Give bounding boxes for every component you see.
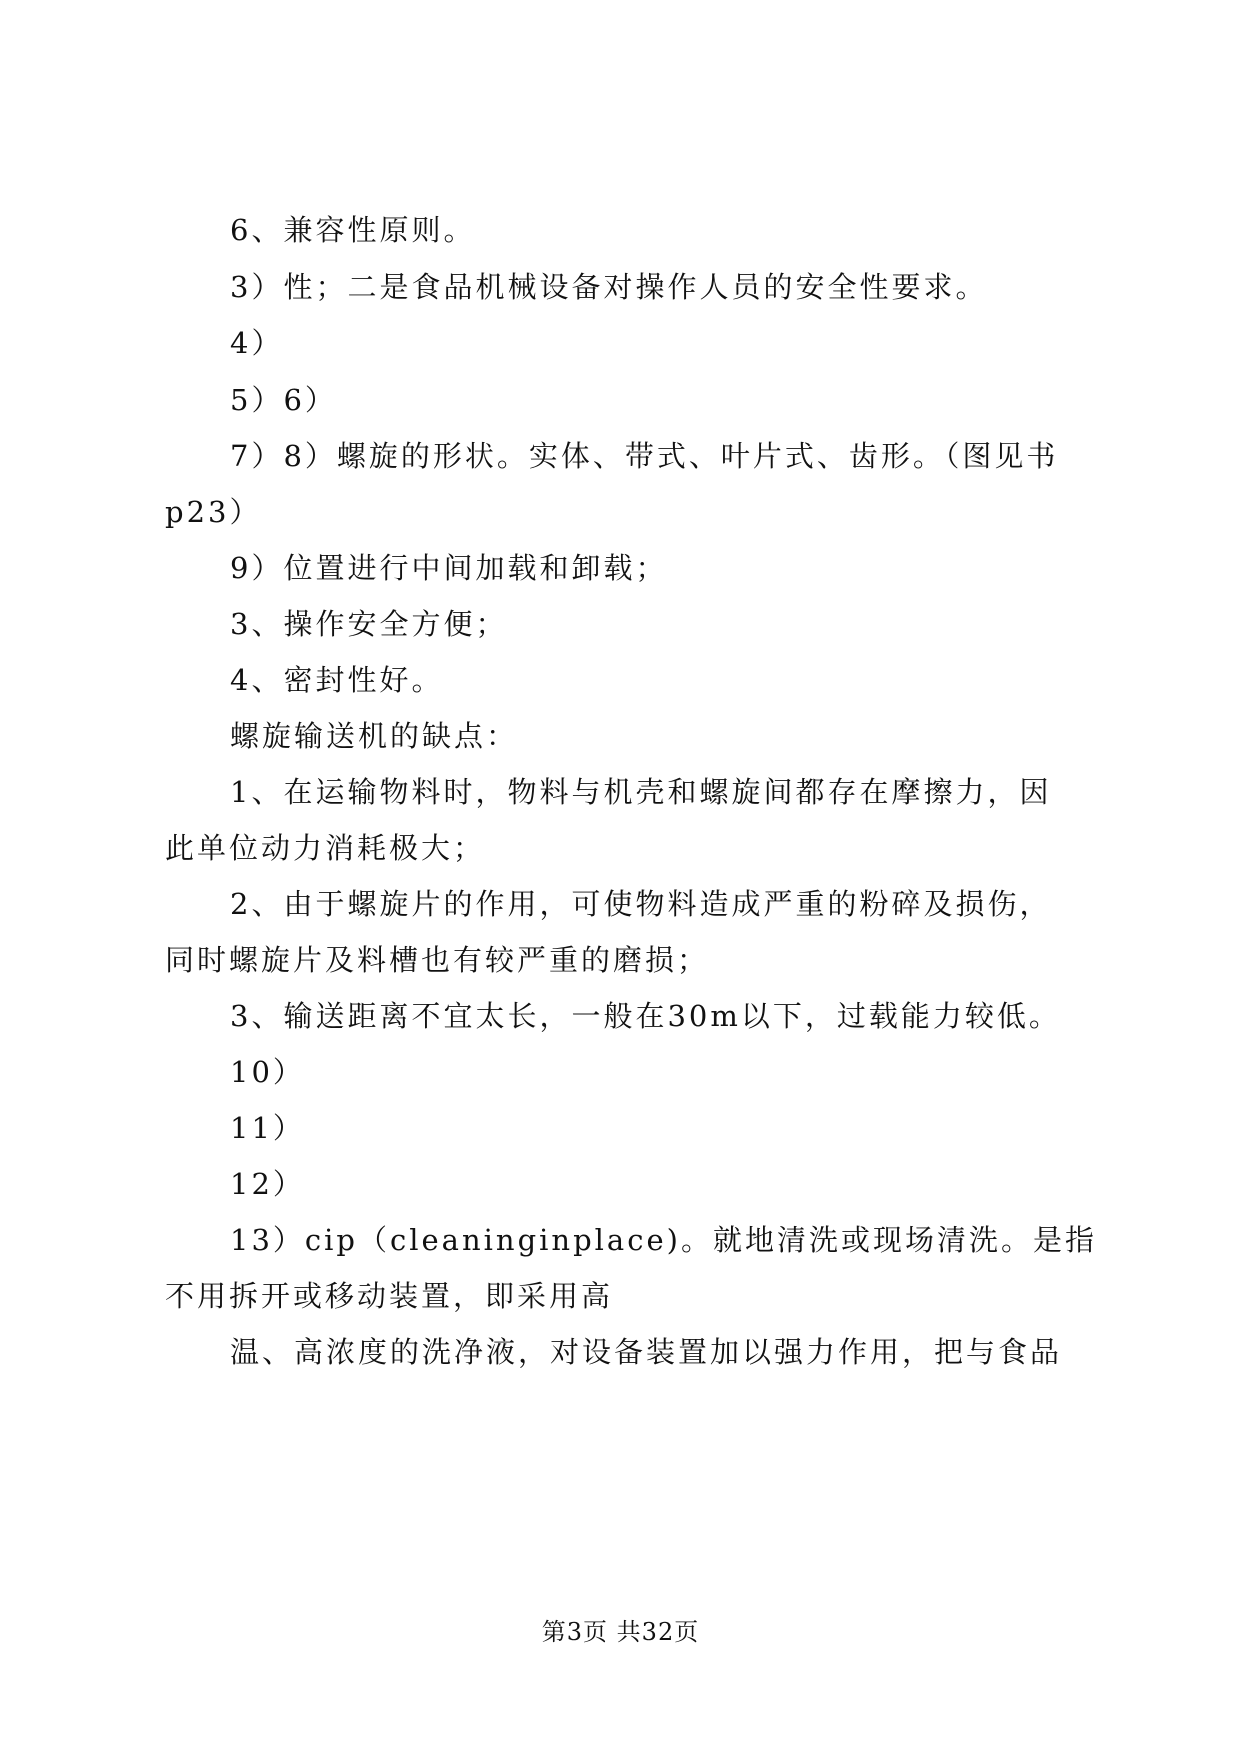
text-line-4: 5）6） xyxy=(230,383,337,417)
text-line-15: 3、输送距离不宜太长，一般在30m以下，过载能力较低。 xyxy=(230,999,1061,1033)
text-line-9: 4、密封性好。 xyxy=(230,663,444,697)
text-line-17: 11） xyxy=(230,1111,305,1145)
text-line-3: 4） xyxy=(230,326,284,360)
text-line-6: p23） xyxy=(165,495,262,529)
page-footer: 第3页 共32页 xyxy=(541,1618,700,1646)
text-line-1: 6、兼容性原则。 xyxy=(230,213,476,247)
text-line-2: 3）性；二是食品机械设备对操作人员的安全性要求。 xyxy=(230,270,988,304)
text-line-18: 12） xyxy=(230,1167,305,1201)
text-line-21: 温、高浓度的洗净液，对设备装置加以强力作用，把与食品 xyxy=(230,1335,1063,1369)
text-line-5: 7）8）螺旋的形状。实体、带式、叶片式、齿形。（图见书 xyxy=(230,439,1059,473)
text-line-13: 2、由于螺旋片的作用，可使物料造成严重的粉碎及损伤， xyxy=(230,887,1052,921)
text-line-14: 同时螺旋片及料槽也有较严重的磨损； xyxy=(165,943,710,977)
text-line-7: 9）位置进行中间加载和卸载； xyxy=(230,551,668,585)
text-line-12: 此单位动力消耗极大； xyxy=(165,831,486,865)
text-line-19: 13）cip（cleaninginplace)。就地清洗或现场清洗。是指 xyxy=(230,1223,1097,1257)
text-line-11: 1、在运输物料时，物料与机壳和螺旋间都存在摩擦力，因 xyxy=(230,775,1052,809)
text-line-10: 螺旋输送机的缺点： xyxy=(230,719,519,753)
text-line-20: 不用拆开或移动装置，即采用高 xyxy=(165,1279,614,1313)
text-line-16: 10） xyxy=(230,1055,305,1089)
text-line-8: 3、操作安全方便； xyxy=(230,607,508,641)
